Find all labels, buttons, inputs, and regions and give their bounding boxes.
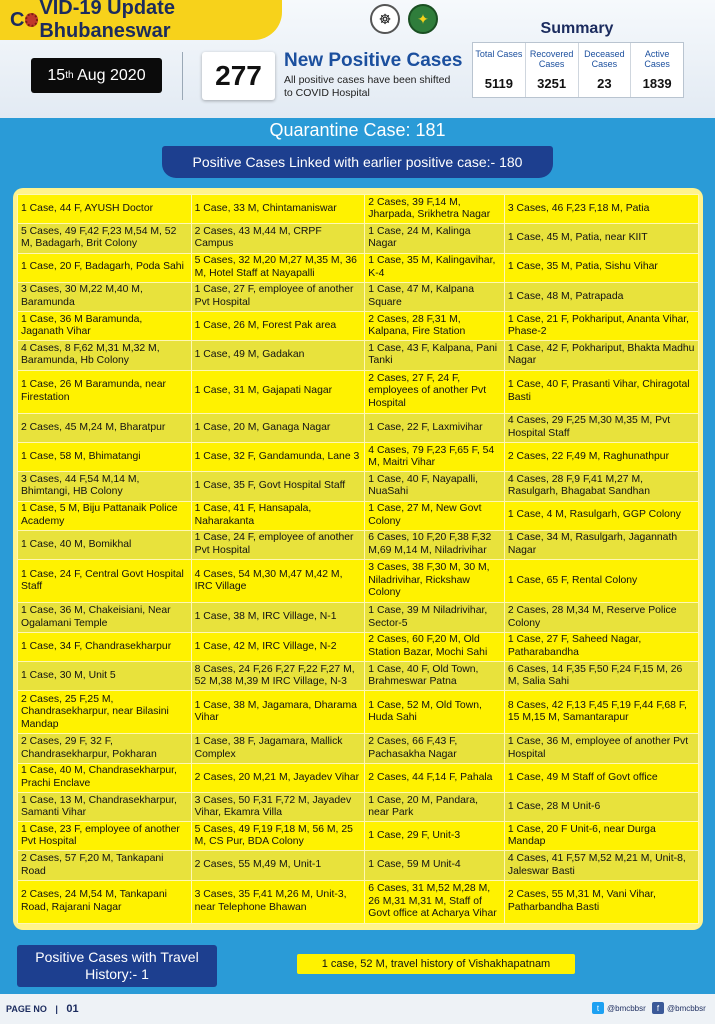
table-cell: 5 Cases, 32 M,20 M,27 M,35 M, 36 M, Hotel Staff at Nayapalli (191, 253, 365, 282)
table-cell: 2 Cases, 57 F,20 M, Tankapani Road (18, 851, 192, 880)
virus-icon (25, 13, 38, 27)
table-cell: 2 Cases, 39 F,14 M, Jharpada, Srikhetra Nagar (365, 195, 505, 224)
table-cell: 2 Cases, 29 F, 32 F, Chandrasekharpur, Pokharan (18, 734, 192, 763)
table-cell: 1 Case, 40 F, Nayapalli, NuaSahi (365, 472, 505, 501)
table-row (18, 341, 699, 370)
table-row (18, 632, 699, 661)
odisha-emblem-icon: ☸ (370, 4, 400, 34)
new-cases-count: 277 (202, 52, 275, 100)
table-cell: 2 Cases, 60 F,20 M, Old Station Bazar, Mochi Sahi (365, 632, 505, 661)
table-row (18, 822, 699, 851)
new-cases-title: New Positive Cases (284, 50, 463, 71)
table-cell: 6 Cases, 10 F,20 F,38 F,32 M,69 M,14 M, Niladrivihar (365, 530, 505, 559)
table-cell: 1 Case, 38 F, Jagamara, Mallick Complex (191, 734, 365, 763)
table-cell: 1 Case, 27 F, Saheed Nagar, Patharabandha (504, 632, 698, 661)
table-cell: 1 Case, 43 F, Kalpana, Pani Tanki (365, 341, 505, 370)
table-cell: 1 Case, 40 M, Bomikhal (18, 530, 192, 559)
table-row (18, 370, 699, 413)
table-cell: 3 Cases, 30 M,22 M,40 M, Baramunda (18, 282, 192, 311)
table-cell: 2 Cases, 25 F,25 M, Chandrasekharpur, near Bilasini Mandap (18, 691, 192, 734)
table-row (18, 195, 699, 224)
travel-history-banner: Positive Cases with Travel History:- 1 (17, 945, 217, 987)
table-cell: 1 Case, 48 M, Patrapada (504, 282, 698, 311)
table-cell: 3 Cases, 35 F,41 M,26 M, Unit-3, near Telephone Bhawan (191, 880, 365, 923)
summary-label: Total Cases (475, 49, 523, 59)
table-cell: 1 Case, 58 M, Bhimatangi (18, 443, 192, 472)
summary-value: 1839 (642, 76, 672, 91)
table-cell: 1 Case, 29 F, Unit-3 (365, 822, 505, 851)
table-cell: 1 Case, 34 M, Rasulgarh, Jagannath Nagar (504, 530, 698, 559)
table-cell: 1 Case, 24 F, Central Govt Hospital Staff (18, 560, 192, 603)
table-cell: 1 Case, 38 M, Jagamara, Dharama Vihar (191, 691, 365, 734)
main-panel (0, 118, 715, 994)
table-row (18, 792, 699, 821)
twitter-handle[interactable] (592, 1002, 646, 1014)
table-cell: 1 Case, 35 F, Govt Hospital Staff (191, 472, 365, 501)
table-row (18, 253, 699, 282)
linked-cases-banner: Positive Cases Linked with earlier positive case:- 180 (162, 146, 553, 178)
table-cell: 8 Cases, 42 F,13 F,45 F,19 F,44 F,68 F, 15 M,15 M, Samantarapur (504, 691, 698, 734)
table-row (18, 763, 699, 792)
table-cell: 8 Cases, 24 F,26 F,27 F,22 F,27 M, 52 M,38 M,39 M IRC Village, N-3 (191, 661, 365, 690)
table-cell: 3 Cases, 38 F,30 M, 30 M, Niladrivihar, Rickshaw Colony (365, 560, 505, 603)
summary-value: 5119 (484, 76, 513, 91)
table-cell: 1 Case, 20 F, Badagarh, Poda Sahi (18, 253, 192, 282)
table-cell: 1 Case, 4 M, Rasulgarh, GGP Colony (504, 501, 698, 530)
date-box (31, 58, 162, 93)
twitter-icon: t (592, 1002, 604, 1014)
table-cell: 2 Cases, 66 F,43 F, Pachasakha Nagar (365, 734, 505, 763)
summary-recovered (526, 43, 579, 97)
table-cell: 2 Cases, 45 M,24 M, Bharatpur (18, 413, 192, 442)
table-cell: 6 Cases, 14 F,35 F,50 F,24 F,15 M, 26 M, Salia Sahi (504, 661, 698, 690)
page-value: 01 (66, 1003, 79, 1015)
table-cell: 1 Case, 38 M, IRC Village, N-1 (191, 603, 365, 632)
table-cell: 1 Case, 13 M, Chandrasekharpur, Samanti Vihar (18, 792, 192, 821)
cases-table (17, 194, 699, 924)
table-cell: 4 Cases, 54 M,30 M,47 M,42 M, IRC Village (191, 560, 365, 603)
table-row (18, 443, 699, 472)
table-cell: 4 Cases, 28 F,9 F,41 M,27 M, Rasulgarh, Bhagabat Sandhan (504, 472, 698, 501)
summary-value: 3251 (537, 76, 567, 91)
table-row (18, 851, 699, 880)
twitter-text: @bmcbbsr (607, 1003, 646, 1013)
table-cell: 1 Case, 36 M Baramunda, Jaganath Vihar (18, 312, 192, 341)
table-row (18, 530, 699, 559)
table-cell: 1 Case, 36 M, Chakeisiani, Near Ogalamani Temple (18, 603, 192, 632)
table-cell: 1 Case, 59 M Unit-4 (365, 851, 505, 880)
summary-deceased (579, 43, 632, 97)
table-cell: 1 Case, 23 F, employee of another Pvt Hospital (18, 822, 192, 851)
table-cell: 1 Case, 28 M Unit-6 (504, 792, 698, 821)
table-cell: 1 Case, 30 M, Unit 5 (18, 661, 192, 690)
table-cell: 1 Case, 45 M, Patia, near KIIT (504, 224, 698, 253)
page-separator: | (55, 1004, 58, 1014)
table-cell: 1 Case, 41 F, Hansapala, Naharakanta (191, 501, 365, 530)
table-cell: 1 Case, 21 F, Pokhariput, Ananta Vihar, Phase-2 (504, 312, 698, 341)
summary-box (472, 42, 684, 98)
cases-table-body (18, 195, 699, 924)
table-cell: 1 Case, 20 M, Ganaga Nagar (191, 413, 365, 442)
date-rest: Aug 2020 (73, 66, 146, 84)
table-cell: 2 Cases, 22 F,49 M, Raghunathpur (504, 443, 698, 472)
table-cell: 2 Cases, 20 M,21 M, Jayadev Vihar (191, 763, 365, 792)
table-cell: 4 Cases, 41 F,57 M,52 M,21 M, Unit-8, Jaleswar Basti (504, 851, 698, 880)
table-cell: 1 Case, 65 F, Rental Colony (504, 560, 698, 603)
table-cell: 3 Cases, 50 F,31 F,72 M, Jayadev Vihar, Ekamra Villa (191, 792, 365, 821)
table-cell: 1 Case, 26 M Baramunda, near Firestation (18, 370, 192, 413)
quarantine-heading: Quarantine Case: 181 (269, 120, 446, 140)
summary-label: Deceased Cases (584, 49, 625, 69)
table-cell: 1 Case, 39 M Niladrivihar, Sector-5 (365, 603, 505, 632)
table-row (18, 691, 699, 734)
title-text: VID-19 Update Bhubaneswar (39, 0, 175, 42)
table-row (18, 880, 699, 923)
title-prefix: C (10, 8, 25, 31)
table-cell: 2 Cases, 27 F, 24 F, employees of another Pvt Hospital (365, 370, 505, 413)
table-cell: 2 Cases, 44 F,14 F, Pahala (365, 763, 505, 792)
table-cell: 1 Case, 35 M, Patia, Sishu Vihar (504, 253, 698, 282)
table-cell: 1 Case, 40 F, Old Town, Brahmeswar Patna (365, 661, 505, 690)
summary-label: Recovered Cases (529, 49, 574, 69)
footer (0, 994, 715, 1024)
table-cell: 1 Case, 31 M, Gajapati Nagar (191, 370, 365, 413)
page-number (6, 1003, 79, 1015)
summary-title: Summary (540, 20, 614, 37)
table-cell: 5 Cases, 49 F,19 F,18 M, 56 M, 25 M, CS Pur, BDA Colony (191, 822, 365, 851)
table-cell: 1 Case, 32 F, Gandamunda, Lane 3 (191, 443, 365, 472)
travel-history-detail: 1 case, 52 M, travel history of Vishakhapatnam (297, 954, 575, 974)
divider (182, 52, 183, 100)
table-row (18, 312, 699, 341)
table-cell: 2 Cases, 28 M,34 M, Reserve Police Colony (504, 603, 698, 632)
table-cell: 1 Case, 27 F, employee of another Pvt Hospital (191, 282, 365, 311)
table-cell: 1 Case, 33 M, Chintamaniswar (191, 195, 365, 224)
table-cell: 1 Case, 27 M, New Govt Colony (365, 501, 505, 530)
logos (370, 4, 438, 34)
table-cell: 1 Case, 52 M, Old Town, Huda Sahi (365, 691, 505, 734)
date-day: 15 (47, 66, 66, 84)
table-cell: 1 Case, 42 M, IRC Village, N-2 (191, 632, 365, 661)
table-cell: 5 Cases, 49 F,42 F,23 M,54 M, 52 M, Badagarh, Brit Colony (18, 224, 192, 253)
table-cell: 1 Case, 5 M, Biju Pattanaik Police Academy (18, 501, 192, 530)
table-cell: 2 Cases, 28 F,31 M, Kalpana, Fire Station (365, 312, 505, 341)
table-row (18, 661, 699, 690)
table-cell: 6 Cases, 31 M,52 M,28 M, 26 M,31 M,31 M, Staff of Govt office at Acharya Vihar (365, 880, 505, 923)
table-row (18, 413, 699, 442)
table-cell: 1 Case, 44 F, AYUSH Doctor (18, 195, 192, 224)
table-cell: 1 Case, 24 F, employee of another Pvt Hospital (191, 530, 365, 559)
summary-active (631, 43, 683, 97)
table-cell: 4 Cases, 79 F,23 F,65 F, 54 M, Maitri Vihar (365, 443, 505, 472)
new-cases-subtitle: All positive cases have been shifted to COVID Hospital (284, 74, 451, 99)
summary-value: 23 (597, 76, 612, 91)
table-cell: 3 Cases, 46 F,23 F,18 M, Patia (504, 195, 698, 224)
table-cell: 1 Case, 49 M Staff of Govt office (504, 763, 698, 792)
facebook-handle[interactable] (652, 1002, 706, 1014)
facebook-icon: f (652, 1002, 664, 1014)
cases-table-wrap (13, 188, 703, 930)
table-cell: 3 Cases, 44 F,54 M,14 M, Bhimtangi, HB Colony (18, 472, 192, 501)
table-cell: 1 Case, 24 M, Kalinga Nagar (365, 224, 505, 253)
page-label: PAGE NO (6, 1004, 47, 1014)
table-cell: 2 Cases, 24 M,54 M, Tankapani Road, Rajarani Nagar (18, 880, 192, 923)
table-cell: 1 Case, 22 F, Laxmivihar (365, 413, 505, 442)
table-cell: 1 Case, 42 F, Pokhariput, Bhakta Madhu Nagar (504, 341, 698, 370)
table-row (18, 501, 699, 530)
table-cell: 4 Cases, 8 F,62 M,31 M,32 M, Baramunda, Hb Colony (18, 341, 192, 370)
table-cell: 1 Case, 49 M, Gadakan (191, 341, 365, 370)
facebook-text: @bmcbbsr (667, 1003, 706, 1013)
table-row (18, 734, 699, 763)
table-cell: 1 Case, 36 M, employee of another Pvt Hospital (504, 734, 698, 763)
table-cell: 4 Cases, 29 F,25 M,30 M,35 M, Pvt Hospital Staff (504, 413, 698, 442)
table-row (18, 224, 699, 253)
summary-total (473, 43, 526, 97)
table-cell: 1 Case, 20 F Unit-6, near Durga Mandap (504, 822, 698, 851)
header (0, 0, 715, 118)
table-row (18, 603, 699, 632)
title-banner (0, 0, 282, 40)
bmc-logo-icon: ✦ (408, 4, 438, 34)
table-row (18, 472, 699, 501)
summary-label: Active Cases (644, 49, 670, 69)
table-cell: 1 Case, 40 M, Chandrasekharpur, Prachi Enclave (18, 763, 192, 792)
table-cell: 1 Case, 35 M, Kalingavihar, K-4 (365, 253, 505, 282)
table-cell: 2 Cases, 55 M,49 M, Unit-1 (191, 851, 365, 880)
table-cell: 1 Case, 34 F, Chandrasekharpur (18, 632, 192, 661)
table-row (18, 282, 699, 311)
table-cell: 1 Case, 47 M, Kalpana Square (365, 282, 505, 311)
table-cell: 1 Case, 40 F, Prasanti Vihar, Chiragotal Basti (504, 370, 698, 413)
date-suffix: th (65, 70, 74, 81)
table-cell: 2 Cases, 43 M,44 M, CRPF Campus (191, 224, 365, 253)
table-cell: 1 Case, 26 M, Forest Pak area (191, 312, 365, 341)
table-cell: 2 Cases, 55 M,31 M, Vani Vihar, Patharbandha Basti (504, 880, 698, 923)
table-cell: 1 Case, 20 M, Pandara, near Park (365, 792, 505, 821)
table-row (18, 560, 699, 603)
